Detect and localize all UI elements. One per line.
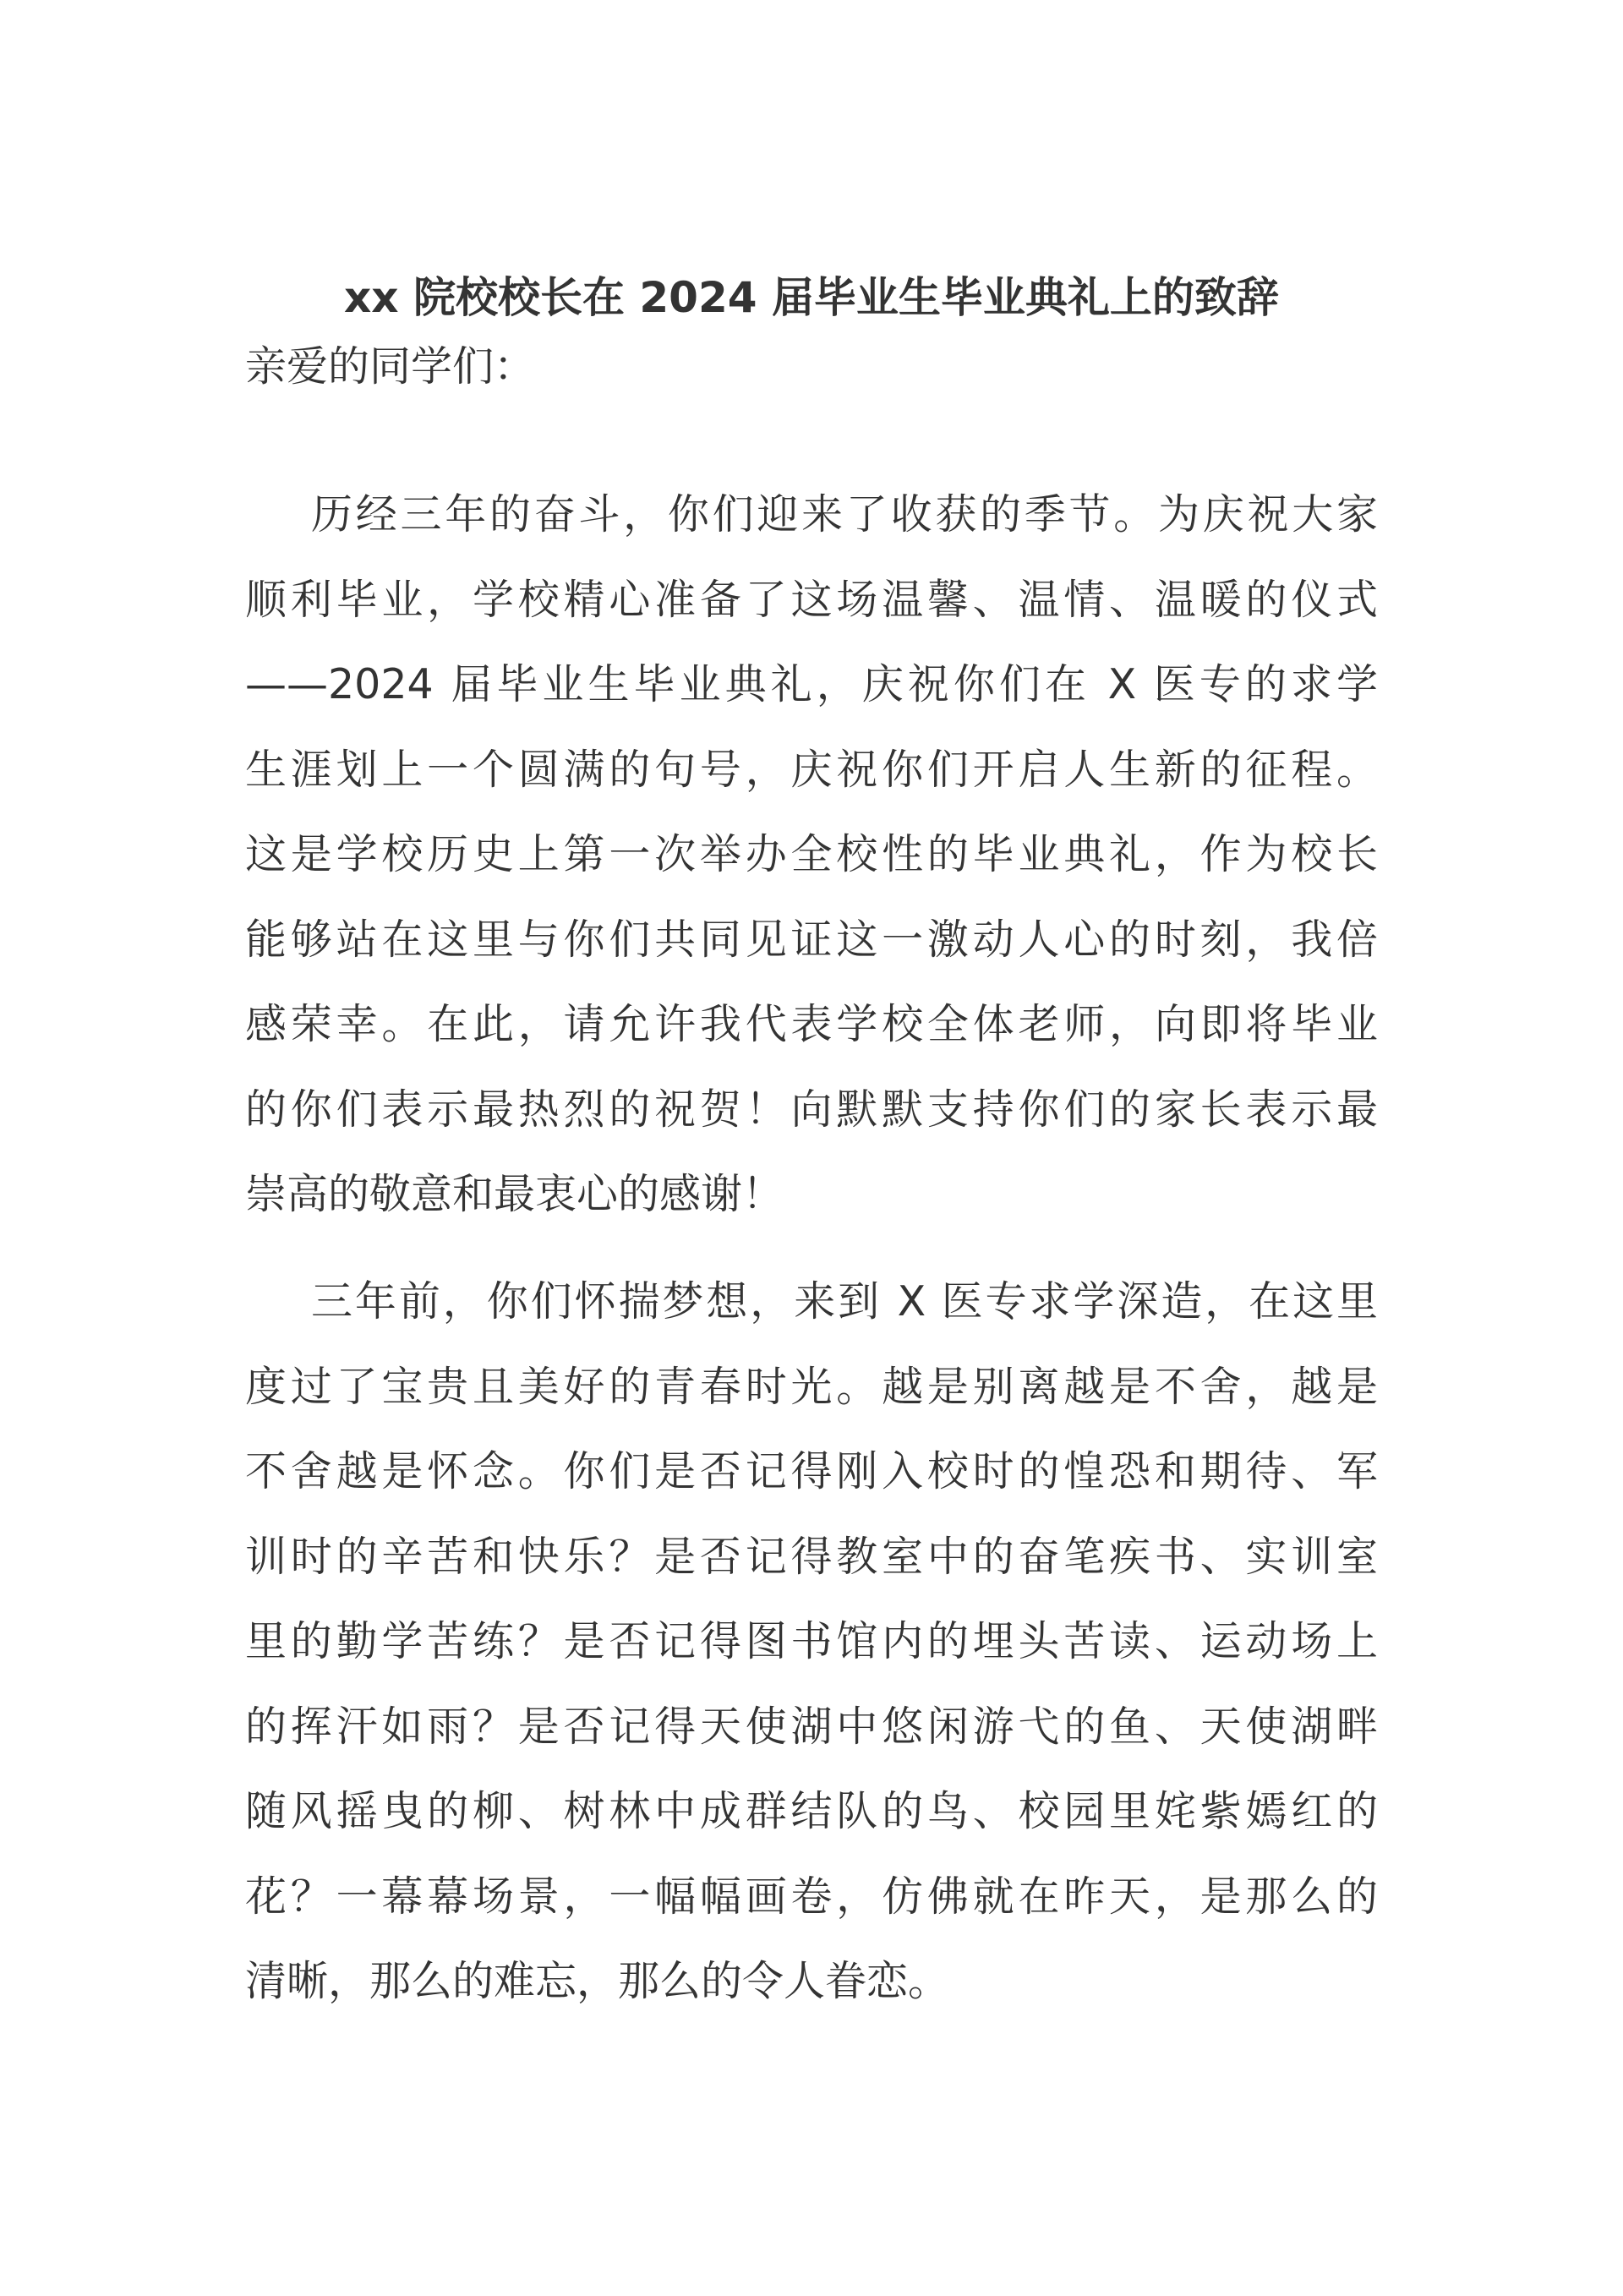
paragraph-line: 顺利毕业，学校精心准备了这场温馨、温情、温暖的仪式 bbox=[245, 575, 1378, 624]
paragraph-line: 能够站在这里与你们共同见证这一激动人心的时刻，我倍 bbox=[245, 915, 1378, 964]
paragraph-line: 不舍越是怀念。你们是否记得刚入校时的惶恐和期待、军 bbox=[245, 1447, 1378, 1495]
paragraph-line: 的你们表示最热烈的祝贺！向默默支持你们的家长表示最 bbox=[245, 1085, 1378, 1134]
paragraph-line: 度过了宝贵且美好的青春时光。越是别离越是不舍，越是 bbox=[245, 1362, 1378, 1411]
paragraph-line: 的挥汗如雨？是否记得天使湖中悠闲游弋的鱼、天使湖畔 bbox=[245, 1702, 1378, 1751]
document-title: xx 院校校长在 2024 届毕业生毕业典礼上的致辞 bbox=[344, 273, 1279, 322]
paragraph-line: 这是学校历史上第一次举办全校性的毕业典礼，作为校长 bbox=[245, 830, 1378, 878]
paragraph-line: 崇高的敬意和最衷心的感谢！ bbox=[245, 1170, 784, 1218]
paragraph-line: 三年前，你们怀揣梦想，来到 X 医专求学深造，在这里 bbox=[311, 1277, 1378, 1326]
paragraph-line: 生涯划上一个圆满的句号，庆祝你们开启人生新的征程。 bbox=[245, 745, 1378, 794]
salutation: 亲爱的同学们： bbox=[245, 342, 536, 391]
paragraph-line: 清晰，那么的难忘，那么的令人眷恋。 bbox=[245, 1957, 950, 2005]
paragraph-line: 里的勤学苦练？是否记得图书馆内的埋头苦读、运动场上 bbox=[245, 1617, 1378, 1665]
paragraph-2 bbox=[245, 1260, 1378, 2025]
paragraph-line: ——2024 届毕业生毕业典礼，庆祝你们在 X 医专的求学 bbox=[245, 660, 1378, 708]
paragraph-1 bbox=[245, 473, 1378, 1238]
paragraph-line: 历经三年的奋斗，你们迎来了收获的季节。为庆祝大家 bbox=[311, 490, 1378, 538]
paragraph-line: 花？一幕幕场景，一幅幅画卷，仿佛就在昨天，是那么的 bbox=[245, 1872, 1378, 1921]
paragraph-line: 训时的辛苦和快乐？是否记得教室中的奋笔疾书、实训室 bbox=[245, 1532, 1378, 1581]
paragraph-line: 感荣幸。在此，请允许我代表学校全体老师，向即将毕业 bbox=[245, 1000, 1378, 1048]
paragraph-line: 随风摇曳的柳、树林中成群结队的鸟、校园里姹紫嫣红的 bbox=[245, 1787, 1378, 1835]
